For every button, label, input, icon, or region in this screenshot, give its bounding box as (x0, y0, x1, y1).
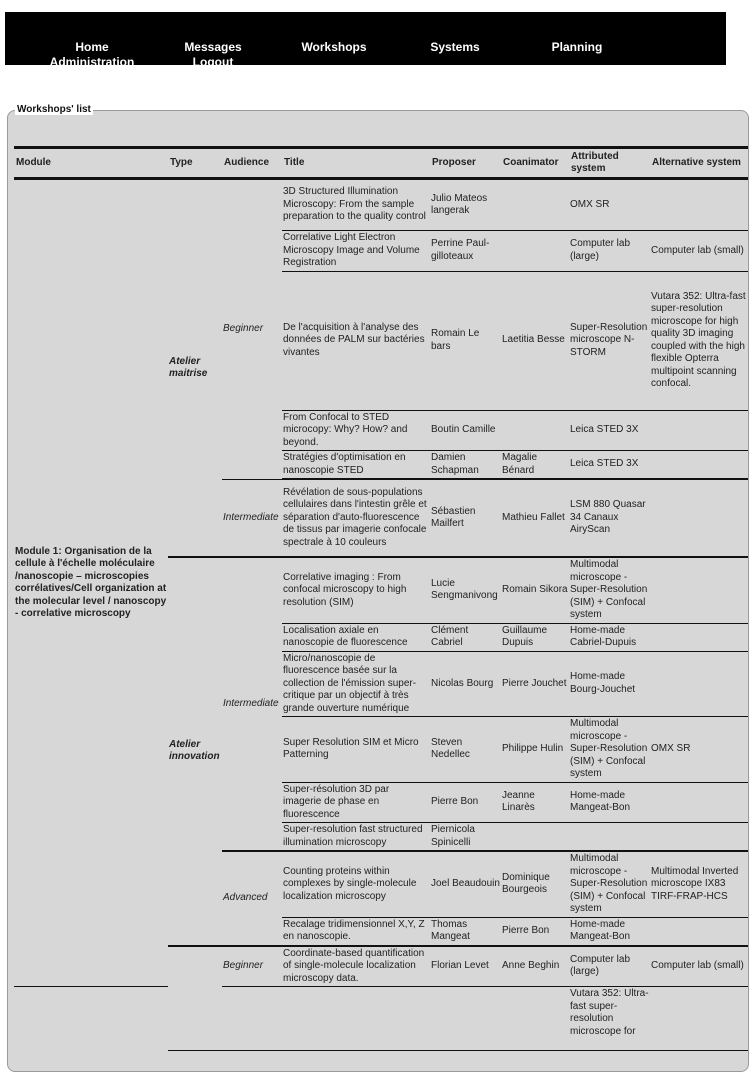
nav-systems[interactable]: Systems (430, 40, 480, 54)
panel-legend: Workshops' list (17, 104, 91, 115)
coanimator-cell (501, 231, 569, 272)
alternative-cell (650, 410, 748, 451)
alternative-cell (650, 623, 748, 651)
alternative-cell (650, 917, 748, 946)
proposer-cell: Julio Mateos langerak (430, 179, 501, 231)
coanimator-cell: Philippe Hulin (501, 717, 569, 783)
alternative-cell (650, 451, 748, 480)
col-alternative[interactable]: Alternative system (650, 148, 748, 179)
audience-cell: Intermediate (222, 557, 282, 851)
attributed-cell: Computer lab (large) (569, 231, 650, 272)
alternative-cell: Computer lab (small) (650, 231, 748, 272)
attributed-cell: Home-made Mangeat-Bon (569, 782, 650, 823)
alternative-cell (650, 823, 748, 852)
title-cell[interactable]: Super-résolution 3D par imagerie de phase en fluorescence (282, 782, 430, 823)
alternative-cell (650, 651, 748, 717)
col-attributed[interactable]: Attributed system (569, 148, 650, 179)
attributed-cell: Home-made Bourg-Jouchet (569, 651, 650, 717)
nav-administration[interactable]: Administration (49, 55, 135, 69)
title-cell[interactable]: Coordinate-based quantification of single-molecule localization microscopy data. (282, 946, 430, 987)
title-cell[interactable]: Counting proteins within complexes by single-molecule localization microscopy (282, 851, 430, 917)
title-cell[interactable]: Correlative Light Electron Microscopy Image and Volume Registration (282, 231, 430, 272)
coanimator-cell (501, 823, 569, 852)
alternative-cell: Vutara 352: Ultra-fast super-resolution microscope for high quality 3D imaging coupled with the high flexible Opterra multipoint scanning confocal. (650, 271, 748, 410)
proposer-cell: Sébastien Mailfert (430, 479, 501, 557)
title-cell[interactable]: From Confocal to STED microcopy: Why? How? and beyond. (282, 410, 430, 451)
nav-home[interactable]: Home (75, 40, 109, 54)
alternative-cell (650, 557, 748, 623)
title-cell[interactable]: Correlative imaging : From confocal microscopy to high resolution (SIM) (282, 557, 430, 623)
module-cell: Module 1: Organisation de la cellule à l'échelle moléculaire /nanoscopie – microscopies corrélatives/Cell organization at the molecular level / nanoscopy - correlative microscopy (14, 179, 168, 987)
proposer-cell: Thomas Mangeat (430, 917, 501, 946)
proposer-cell: Lucie Sengmanivong (430, 557, 501, 623)
col-proposer[interactable]: Proposer (430, 148, 501, 179)
proposer-cell: Romain Le bars (430, 271, 501, 410)
attributed-cell (569, 823, 650, 852)
type-cell: Atelier maitrise (168, 179, 222, 558)
col-module[interactable]: Module (14, 148, 168, 179)
nav-workshops[interactable]: Workshops (301, 40, 367, 54)
table-row[interactable] (14, 987, 748, 1051)
coanimator-cell (501, 987, 569, 1051)
proposer-cell: Clément Cabriel (430, 623, 501, 651)
coanimator-cell: Guillaume Dupuis (501, 623, 569, 651)
coanimator-cell (501, 179, 569, 231)
title-cell[interactable]: Localisation axiale en nanoscopie de fluorescence (282, 623, 430, 651)
nav-messages[interactable]: Messages (184, 40, 242, 54)
nav-planning[interactable]: Planning (551, 40, 603, 54)
coanimator-cell: Dominique Bourgeois (501, 851, 569, 917)
title-cell[interactable]: Révélation de sous-populations cellulaires dans l'intestin grêle et séparation d'auto-fluorescence de tissus par imagerie confocale spectrale à 10 couleurs (282, 479, 430, 557)
nav-logout[interactable]: Logout (192, 55, 234, 69)
proposer-cell (430, 987, 501, 1051)
attributed-cell: Home-made Cabriel-Dupuis (569, 623, 650, 651)
title-cell[interactable] (282, 987, 430, 1051)
coanimator-cell: Laetitia Besse (501, 271, 569, 410)
attributed-cell: LSM 880 Quasar 34 Canaux AiryScan (569, 479, 650, 557)
attributed-cell: Vutara 352: Ultra-fast super-resolution microscope for (569, 987, 650, 1051)
type-cell: Atelier innovation (168, 557, 222, 946)
proposer-cell: Steven Nedellec (430, 717, 501, 783)
coanimator-cell: Pierre Jouchet (501, 651, 569, 717)
title-cell[interactable]: Recalage tridimensionnel X,Y, Z en nanoscopie. (282, 917, 430, 946)
type-cell (168, 946, 222, 1051)
attributed-cell: Super-Resolution microscope N-STORM (569, 271, 650, 410)
proposer-cell: Nicolas Bourg (430, 651, 501, 717)
proposer-cell: Damien Schapman (430, 451, 501, 480)
coanimator-cell: Mathieu Fallet (501, 479, 569, 557)
col-type[interactable]: Type (168, 148, 222, 179)
coanimator-cell: Jeanne Linarès (501, 782, 569, 823)
proposer-cell: Boutin Camille (430, 410, 501, 451)
coanimator-cell: Romain Sikora (501, 557, 569, 623)
audience-cell: Intermediate (222, 479, 282, 557)
audience-cell: Beginner (222, 179, 282, 480)
proposer-cell: Joel Beaudouin (430, 851, 501, 917)
audience-cell (222, 987, 282, 1051)
title-cell[interactable]: Micro/nanoscopie de fluorescence basée sur la collection de l'émission super-critique par un objectif à très grande ouverture numérique (282, 651, 430, 717)
attributed-cell: Home-made Mangeat-Bon (569, 917, 650, 946)
attributed-cell: Leica STED 3X (569, 410, 650, 451)
title-cell[interactable]: Super-resolution fast structured illumination microscopy (282, 823, 430, 852)
title-cell[interactable]: Stratégies d'optimisation en nanoscopie STED (282, 451, 430, 480)
title-cell[interactable]: Super Resolution SIM et Micro Patterning (282, 717, 430, 783)
alternative-cell: Multimodal Inverted microscope IX83 TIRF-FRAP-HCS (650, 851, 748, 917)
audience-cell: Beginner (222, 946, 282, 987)
coanimator-cell: Pierre Bon (501, 917, 569, 946)
attributed-cell: Multimodal microscope - Super-Resolution (SIM) + Confocal system (569, 557, 650, 623)
proposer-cell: Pierre Bon (430, 782, 501, 823)
workshops-table (14, 146, 748, 1051)
col-title[interactable]: Title (282, 148, 430, 179)
coanimator-cell: Anne Beghin (501, 946, 569, 987)
col-audience[interactable]: Audience (222, 148, 282, 179)
title-cell[interactable]: 3D Structured Illumination Microscopy: From the sample preparation to the quality control (282, 179, 430, 231)
alternative-cell (650, 987, 748, 1051)
coanimator-cell: Magalie Bénard (501, 451, 569, 480)
table-row[interactable] (14, 179, 748, 231)
alternative-cell (650, 782, 748, 823)
module-cell (14, 987, 168, 1051)
alternative-cell: Computer lab (small) (650, 946, 748, 987)
audience-cell: Advanced (222, 851, 282, 946)
alternative-cell (650, 479, 748, 557)
attributed-cell: Leica STED 3X (569, 451, 650, 480)
attributed-cell: Multimodal microscope - Super-Resolution (SIM) + Confocal system (569, 851, 650, 917)
proposer-cell: Perrine Paul-gilloteaux (430, 231, 501, 272)
attributed-cell: OMX SR (569, 179, 650, 231)
proposer-cell: Florian Levet (430, 946, 501, 987)
coanimator-cell (501, 410, 569, 451)
alternative-cell (650, 179, 748, 231)
proposer-cell: Piernicola Spinicelli (430, 823, 501, 852)
title-cell[interactable]: De l'acquisition à l'analyse des données de PALM sur bactéries vivantes (282, 271, 430, 410)
table-header-row (14, 148, 748, 179)
attributed-cell: Computer lab (large) (569, 946, 650, 987)
col-coanimator[interactable]: Coanimator (501, 148, 569, 179)
attributed-cell: Multimodal microscope - Super-Resolution (SIM) + Confocal system (569, 717, 650, 783)
alternative-cell: OMX SR (650, 717, 748, 783)
